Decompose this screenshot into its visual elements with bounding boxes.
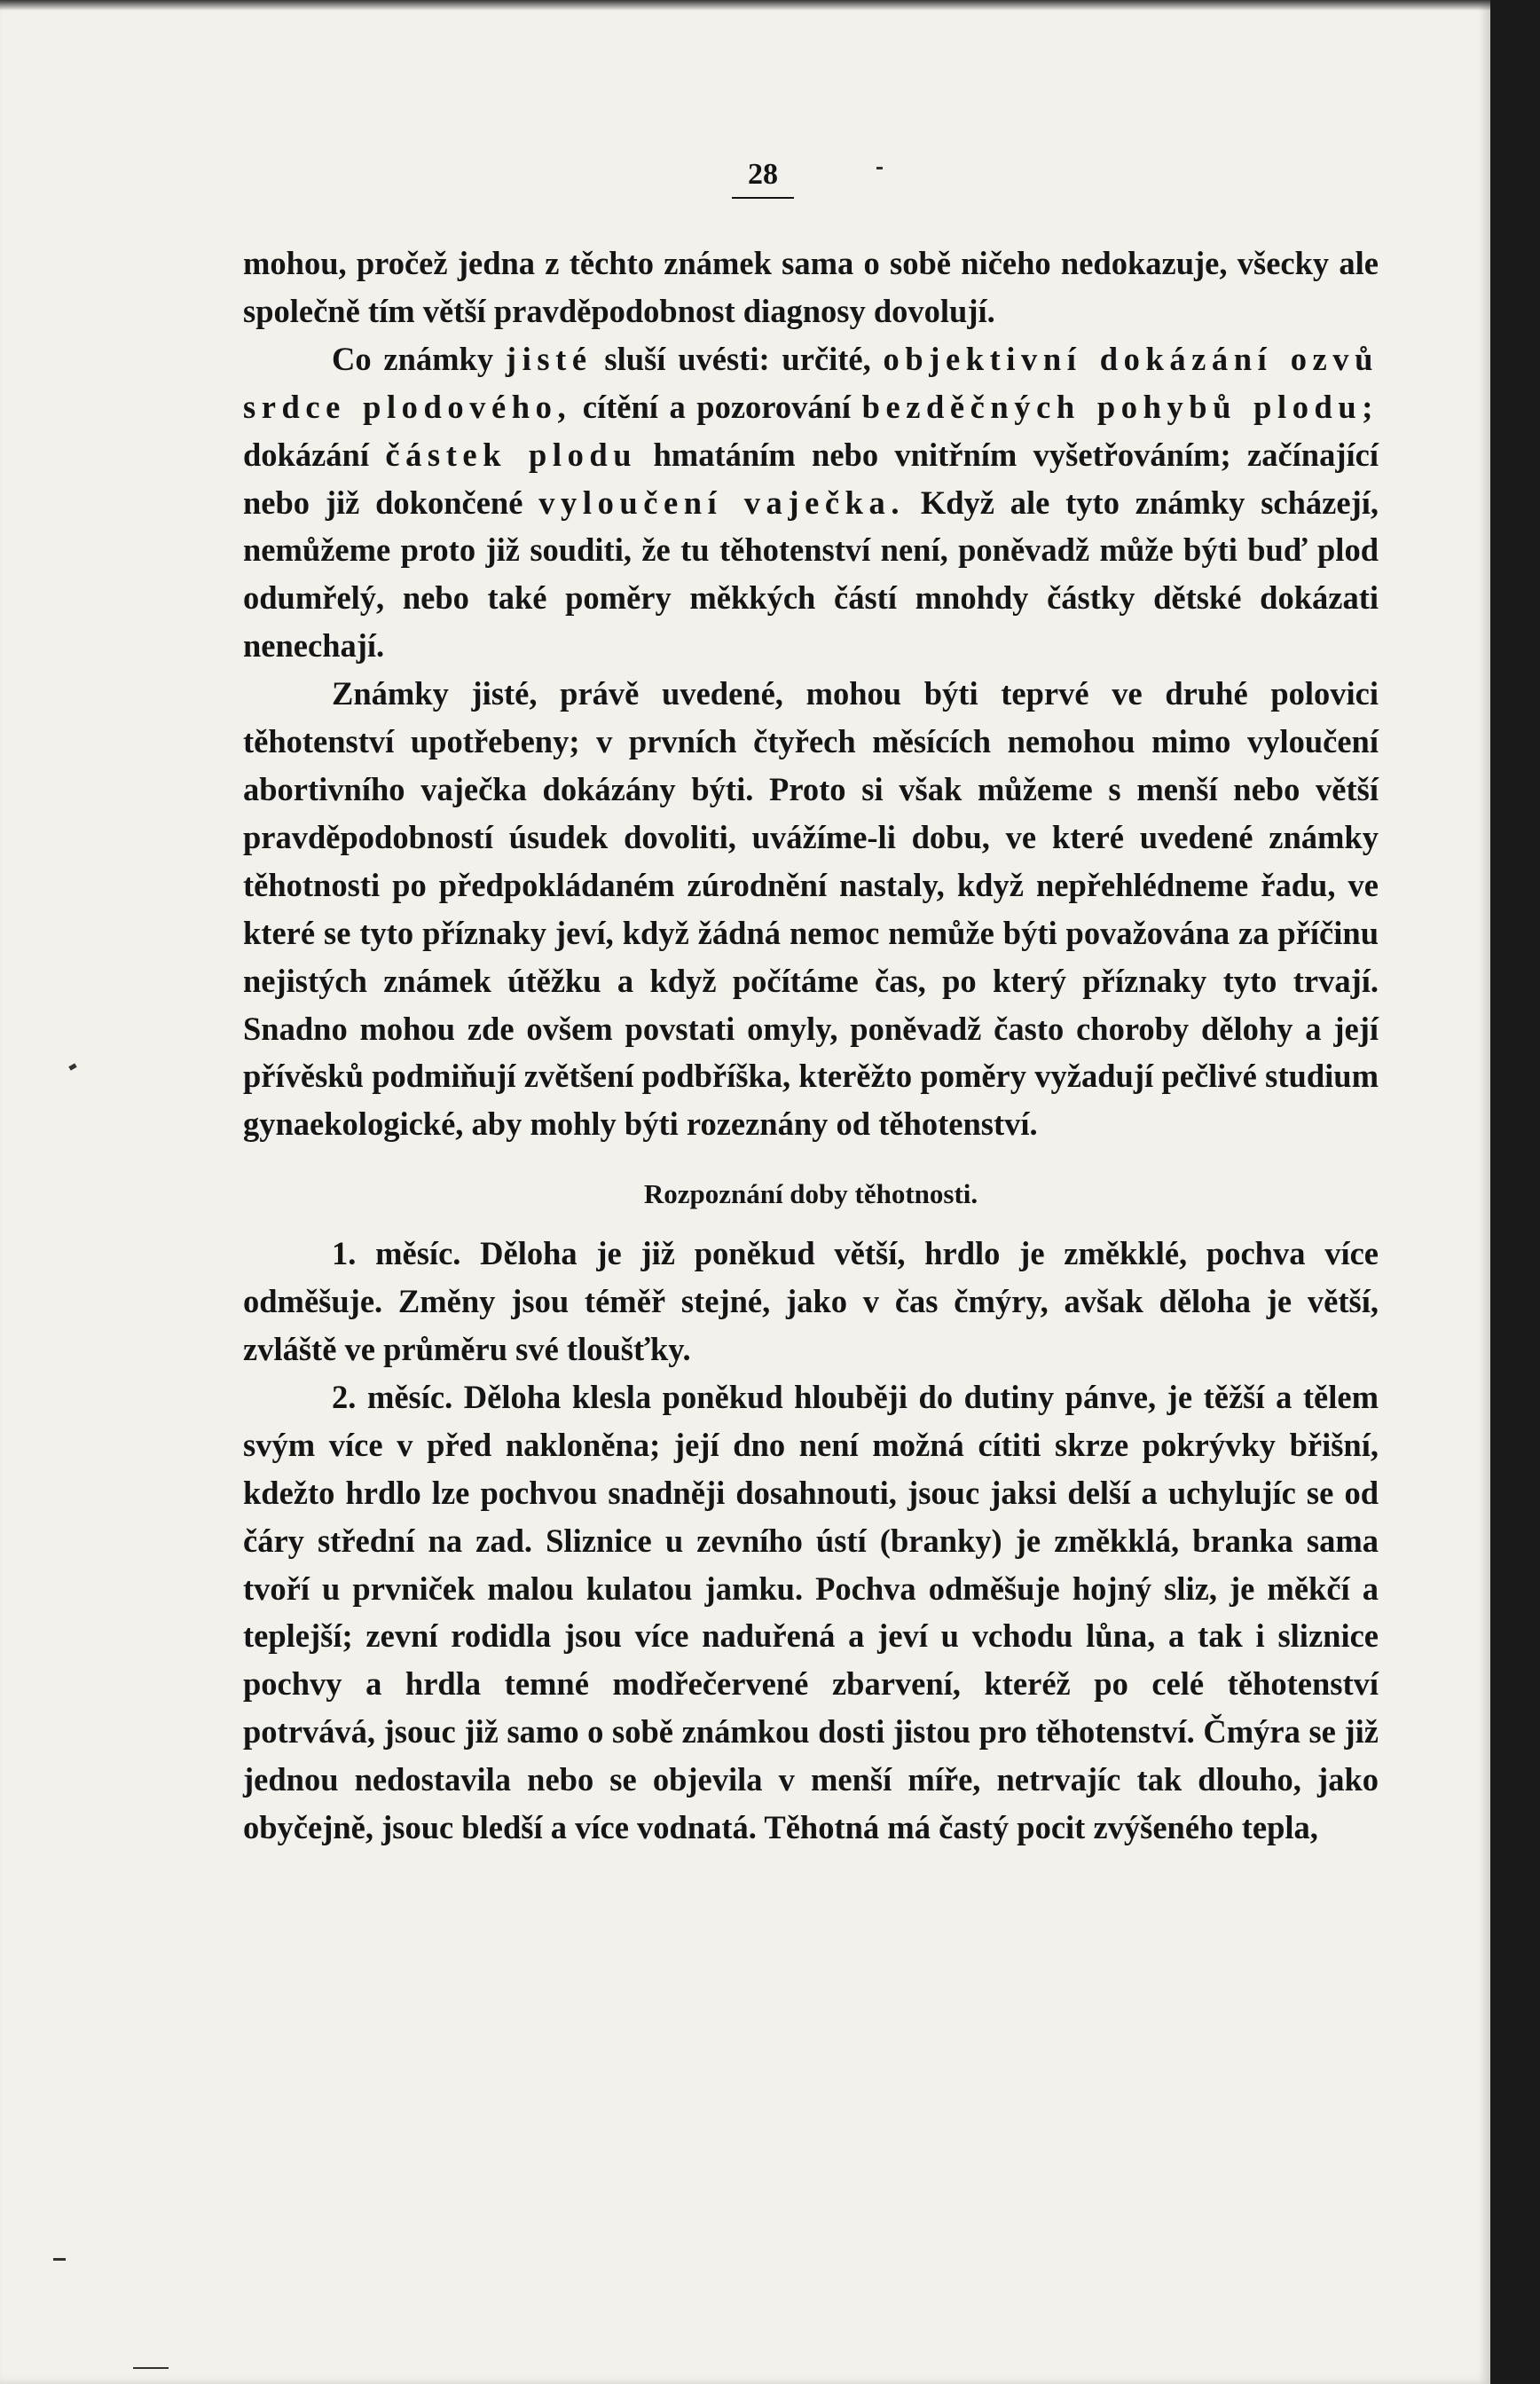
- page-top-edge: [0, 0, 1490, 11]
- p2-emphasis-pohyby: bezděčných pohybů plodu;: [861, 388, 1379, 425]
- paragraph-3: Známky jisté, právě uvedené, mohou býti teprvé ve druhé polovici těhotenství upotřebeny; v prvních čtyřech měsících nemohou mimo vyloučení abortivního vaječka dokázány býti. Proto si však můžeme s menší nebo větší pravděpodobností úsudek dovoliti, uvážíme-li dobu, ve které uvedené známky těhotnosti po předpokládaném zúrodnění nastaly, když nepřehlédneme řadu, ve které se tyto příznaky jeví, když žádná nemoc nemůže býti považována za příčinu nejistých známek útěžku a když počítáme čas, po který příznaky tyto trvají. Snadno mohou zde ovšem povstati omyly, poněvadž často choroby dělohy a její přívěsků podmiňují zvětšení podbříška, kterěžto poměry vyžadují pečlivé studium gynaekologické, aby mohly býti rozeznány od těhotenství.: [243, 675, 1379, 1143]
- scan-speck: [68, 1063, 76, 1070]
- p2-segment-i: hmatáním nebo vnitřním vyšetřováním; začínající nebo již dokončené: [243, 436, 1379, 521]
- scan-speck: [876, 167, 883, 169]
- p2-segment-g: dokázání: [243, 436, 369, 473]
- p2-segment-a: Co známky: [332, 340, 494, 377]
- section-heading: Rozpoznání doby těhotnosti.: [643, 1178, 978, 1210]
- paragraph-month-1: 1. měsíc. Děloha je již poněkud větší, hrdlo je změkklé, pochva více odměšuje. Změny jsou téměř stejné, jako v čas čmýry, avšak děloha je větší, zvláště ve průměru své tloušťky.: [243, 1235, 1379, 1368]
- p2-segment-k: Když ale tyto známky scházejí, nemůžeme proto již souditi, že tu těhotenství není, poněvadž může býti buď plod odumřelý, nebo také poměry měkkých částí mnohdy částky dětské dokázati nenechají.: [243, 484, 1379, 665]
- paragraph-2: [243, 335, 1379, 670]
- scan-speck: [53, 2258, 66, 2261]
- paragraph-1: mohou, pročež jedna z těchto známek sama o sobě ničeho nedokazuje, všecky ale společně tím větší pravděpodobnost diagnosy dovolují.: [243, 245, 1379, 329]
- p2-segment-c: sluší uvésti: určité,: [604, 340, 871, 377]
- p2-emphasis-jiste: jisté: [505, 340, 593, 377]
- body-text: [243, 240, 1379, 1852]
- p2-segment-e: cítění a pozorování: [582, 388, 852, 425]
- p2-emphasis-ozvy: objektivní dokázání ozvů srdce plodového,: [243, 340, 1379, 425]
- page-number-text: 28: [732, 158, 794, 199]
- page-number: [0, 158, 1490, 199]
- paragraph-month-2: 2. měsíc. Děloha klesla poněkud hlouběji do dutiny pánve, je těžší a tělem svým více v před nakloněna; její dno není možná cítiti skrze pokrývky břišní, kdežto hrdlo lze pochvou snadněji dosahnouti, jsouc jaksi delší a uchylujíc se od čáry střední na zad. Sliznice u zevního ústí (branky) je změkklá, branka sama tvoří u prvniček malou kulatou jamku. Pochva odměšuje hojný sliz, je měkčí a teplejší; zevní rodidla jsou více naduřená a jeví u vchodu lůna, a tak i sliznice pochvy a hrdla temné modřečervené zbarvení, kteréž po celé těhotenství potrvává, jsouc již samo o sobě známkou dosti jistou pro těhotenství. Čmýra se již jednou nedostavila nebo se objevila v menší míře, netrvajíc tak dlouho, jako obyčejně, jsouc bledší a více vodnatá. Těhotná má častý pocit zvýšeného tepla,: [243, 1378, 1379, 1846]
- p2-emphasis-castky: částek plodu: [385, 436, 638, 473]
- p2-emphasis-vylouceni: vyloučení vaječka.: [538, 484, 906, 521]
- scan-speck: [133, 2367, 169, 2369]
